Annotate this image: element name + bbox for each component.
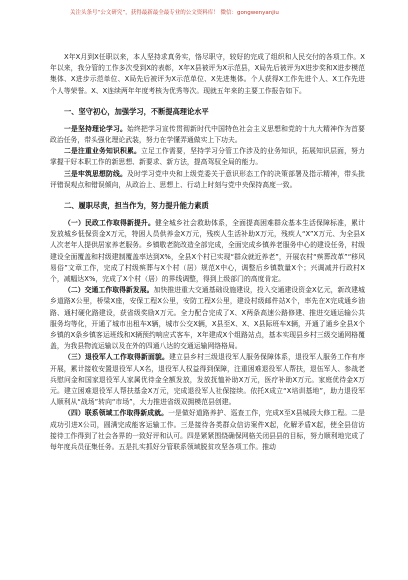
section2-paragraph-3: [50, 352, 365, 408]
section1-paragraph-1: [50, 124, 365, 146]
section1-paragraph-3: [50, 169, 365, 191]
paragraph-lead: 一是坚持理论学习。: [64, 124, 128, 133]
paragraph-lead: 三是牢筑思想防线。: [64, 169, 128, 178]
paragraph-lead: （四）联系领域工作取得新成就。: [64, 409, 169, 418]
paragraph-text: 立足工作需要，坚持学习分管工作涉及的业务知识，拓展知识层面，努力掌握干好本职工作的新思想、新要求、新方法，提高驾驭全局的能力。: [50, 147, 365, 167]
intro-paragraph: X年X月到X任职以来，本人坚持求真务实，恪尽职守，较好的完成了组织和人民交付的各项工作。X年以来，我分管的工作多次受到X的表彰，X年X县被评为X示范县，X局先后被评为X进步奖和X进步模范集体、X进步示范单位、X局先后被评为X示范单位、X先进集体。个人获得X工作先进个人、X工作先进个人等荣誉。X、X连续两年年度考核为优秀等次。现就五年来的主要工作报告如下。: [50, 53, 365, 95]
paragraph-lead: （一）民政工作取得新提升。: [64, 219, 156, 228]
paragraph-lead: 二是注重业务知识积累。: [64, 147, 142, 156]
section-heading-1: 一、坚守初心，加强学习，不断提高理论水平: [64, 106, 209, 116]
section2-paragraph-1: [50, 218, 365, 285]
section2-paragraph-4: [50, 408, 365, 453]
paragraph-text: 及时学习党中央和上级党委关于意识形态工作的决策部署及指示精神，带头批评错误观点和错误倾向，从政治上、思想上、行动上时刻与党中央保持高度一致。: [50, 169, 365, 189]
paragraph-text: 建立县乡村三级退役军人服务保障体系，退役军人服务工作有序开展，累计接收安置退役军人X名，退役军人权益得到保障，注重困难退役军人帮扶，退伍军人、参战老兵慰问金和国家退役军人家属优待金全额发放，发放抚恤补助X万元，医疗补助X万元。家庭优待金X万元。建立困难退役军人帮扶基金X万元，完成退役军人社保接续。依托X成立“X培训基地”，助力退役军人顺利从“战场”转向“市场”，大力推进省级双拥模范县创建。: [50, 353, 366, 407]
promo-banner: 关注头条号“公文研究”，获得最新最全最专业的公文资料库！ 微信：gongwenyanjiu: [70, 10, 279, 16]
paragraph-text: 健全城乡社会救助体系，全面提高困难群众基本生活保障标准，累计发放城乡低保资金X万元，特困人员供养金X万元，残疾人生活补助X万元，残疾人“X”X万元、为全县X人次老年人提供居家养老服务。乡镇敬老院改造全部完成，全面完成乡镇养老服务中心的建设任务，村级建设全面覆盖和村级建制覆盖率达到X%，全县X个村已实现“群众就近养老”，开展农村“殡葬改革”“移风易俗”文章工作，完成了村级殡葬与X个村（居）规范X中心，调整后乡镇数量X个；兴调减并行政村X个，减幅达X%，完成了X个村（居）的界线调整，得到上级部门的高度肯定。: [50, 219, 365, 284]
paragraph-text: 加快推进重大交通基础设施建设，投入交通建设资金X亿元，新改建城乡道路X公里，桥梁X座，安保工程X公里，安防工程X公里，建设村级邮件站X个，率先在X完成通乡油路、通村硬化路建设，获省级奖励X万元。全力配合完成了X、X两条高速公路修建、推进交通运输公共服务均等化，开通了城市出租车X辆，城市公交X辆，X县至X、X、X县际班车X辆，开通了通乡全县X个乡镇的X条乡镇客运班线和X辆预约响应式客车，X年建成X个组路站点，基本实现县乡村三级交通网格覆盖，为我县物流运输以及在外的四通八达的交通运输网络格局。: [50, 286, 365, 351]
document-body: [50, 52, 365, 453]
paragraph-text: 一是做好道路养护、巡查工作，完成X至X县城段大修工程。二是成功引进X公司，圆满完成能客运输工作。三是接待各类群众信访案件X起，化解矛盾X起，使全县信访接待工作得到了社会各界的一致好评和认可。四是紧紧围绕确保网格关闭县县的目标，努力顺利地完成了每年度兵员征集任务。五是扎实抓好分管联系领域脱贫攻坚各项工作。推动: [50, 409, 366, 452]
section-heading-2: 二、履职尽责，担当作为，努力提升能力素质: [64, 201, 209, 211]
paragraph-lead: （三）退役军人工作取得新面貌。: [64, 353, 170, 362]
section1-paragraph-2: [50, 146, 365, 168]
paragraph-lead: （二）交通工作取得新发展。: [64, 286, 154, 295]
paragraph-text: 始终把学习宣传贯彻新时代中国特色社会主义思想和党的十九大精神作为首要政治任务，带头强化理论武装，努力在学懂弄通做实上下功夫。: [50, 124, 365, 145]
section2-paragraph-2: [50, 285, 365, 352]
